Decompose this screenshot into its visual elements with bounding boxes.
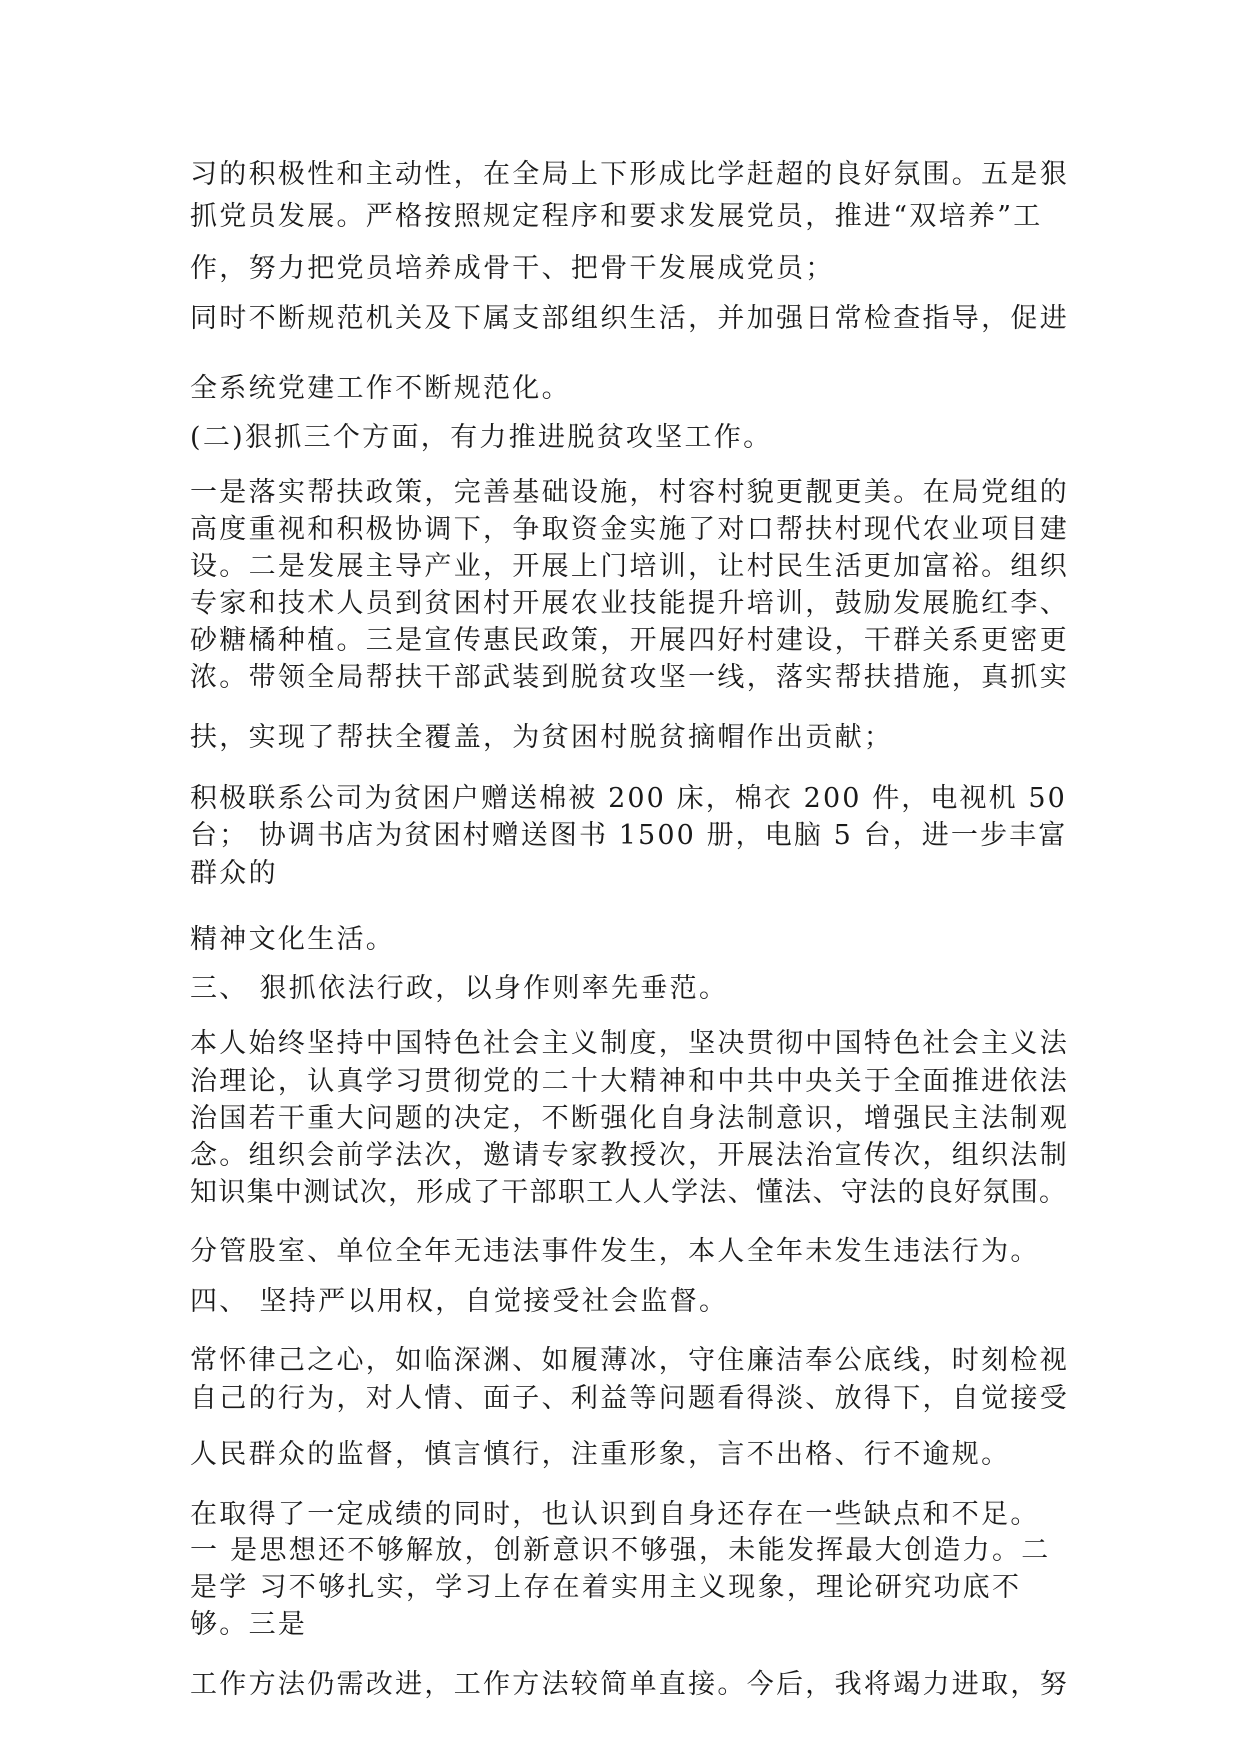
text-line: 一是落实帮扶政策，完善基础设施，村容村貌更靓更美。在局党组的 [190,477,1069,508]
text-line: 作，努力把党员培养成骨干、把骨干发展成党员； [190,253,835,284]
text-line: 人民群众的监督，慎言慎行，注重形象，言不出格、行不逾规。 [190,1439,1011,1470]
text-line: 分管股室、单位全年无违法事件发生，本人全年未发生违法行为。 [190,1236,1040,1267]
text-line: 砂糖橘种植。三是宣传惠民政策，开展四好村建设，干群关系更密更 [190,625,1069,656]
text-line: 群众的 [190,858,278,889]
section-heading: 三、 狠抓依法行政，以身作则率先垂范。 [190,973,729,1004]
text-line: 是学 习不够扎实，学习上存在着实用主义现象，理论研究功底不 [190,1572,1022,1603]
text-line: 扶，实现了帮扶全覆盖，为贫困村脱贫摘帽作出贡献； [190,722,894,753]
text-line: 抓党员发展。严格按照规定程序和要求发展党员，推进“双培养”工 [190,201,1043,232]
section-heading: 四、 坚持严以用权，自觉接受社会监督。 [190,1286,729,1317]
text-line: 台； 协调书店为贫困村赠送图书 1500 册，电脑 5 台，进一步丰富 [190,820,1068,851]
text-line: 浓。带领全局帮扶干部武装到脱贫攻坚一线，落实帮扶措施，真抓实 [190,662,1069,693]
text-line: 积极联系公司为贫困户赠送棉被 200 床，棉衣 200 件，电视机 50 [190,783,1067,814]
text-line: 工作方法仍需改进，工作方法较简单直接。今后，我将竭力进取，努 [190,1669,1069,1700]
section-heading: (二)狠抓三个方面，有力推进脱贫攻坚工作。 [190,422,773,453]
text-line: 高度重视和积极协调下，争取资金实施了对口帮扶村现代农业项目建 [190,514,1069,545]
text-line: 在取得了一定成绩的同时，也认识到自身还存在一些缺点和不足。 [190,1499,1040,1530]
text-line: 精神文化生活。 [190,924,396,955]
text-line: 专家和技术人员到贫困村开展农业技能提升培训，鼓励发展脆红李、 [190,588,1069,619]
text-line: 习的积极性和主动性，在全局上下形成比学赶超的良好氛围。五是狠 [190,159,1069,190]
text-line: 知识集中测试次，形成了干部职工人人学法、懂法、守法的良好氛围。 [190,1177,1068,1208]
text-line: 常怀律己之心，如临深渊、如履薄冰，守住廉洁奉公底线，时刻检视 [190,1345,1069,1376]
text-line: 自己的行为，对人情、面子、利益等问题看得淡、放得下，自觉接受 [190,1383,1069,1414]
text-line: 同时不断规范机关及下属支部组织生活，并加强日常检查指导，促进 [190,303,1069,334]
text-line: 全系统党建工作不断规范化。 [190,373,571,404]
text-line: 够。三是 [190,1609,308,1640]
text-line: 本人始终坚持中国特色社会主义制度，坚决贯彻中国特色社会主义法 [190,1028,1069,1059]
text-line: 设。二是发展主导产业，开展上门培训，让村民生活更加富裕。组织 [190,551,1069,582]
text-line: 一 是思想还不够解放，创新意识不够强，未能发挥最大创造力。二 [190,1535,1051,1566]
text-line: 治理论，认真学习贯彻党的二十大精神和中共中央关于全面推进依法 [190,1066,1069,1097]
text-line: 治国若干重大问题的决定，不断强化自身法制意识，增强民主法制观 [190,1103,1069,1134]
text-line: 念。组织会前学法次，邀请专家教授次，开展法治宣传次，组织法制 [190,1140,1069,1171]
